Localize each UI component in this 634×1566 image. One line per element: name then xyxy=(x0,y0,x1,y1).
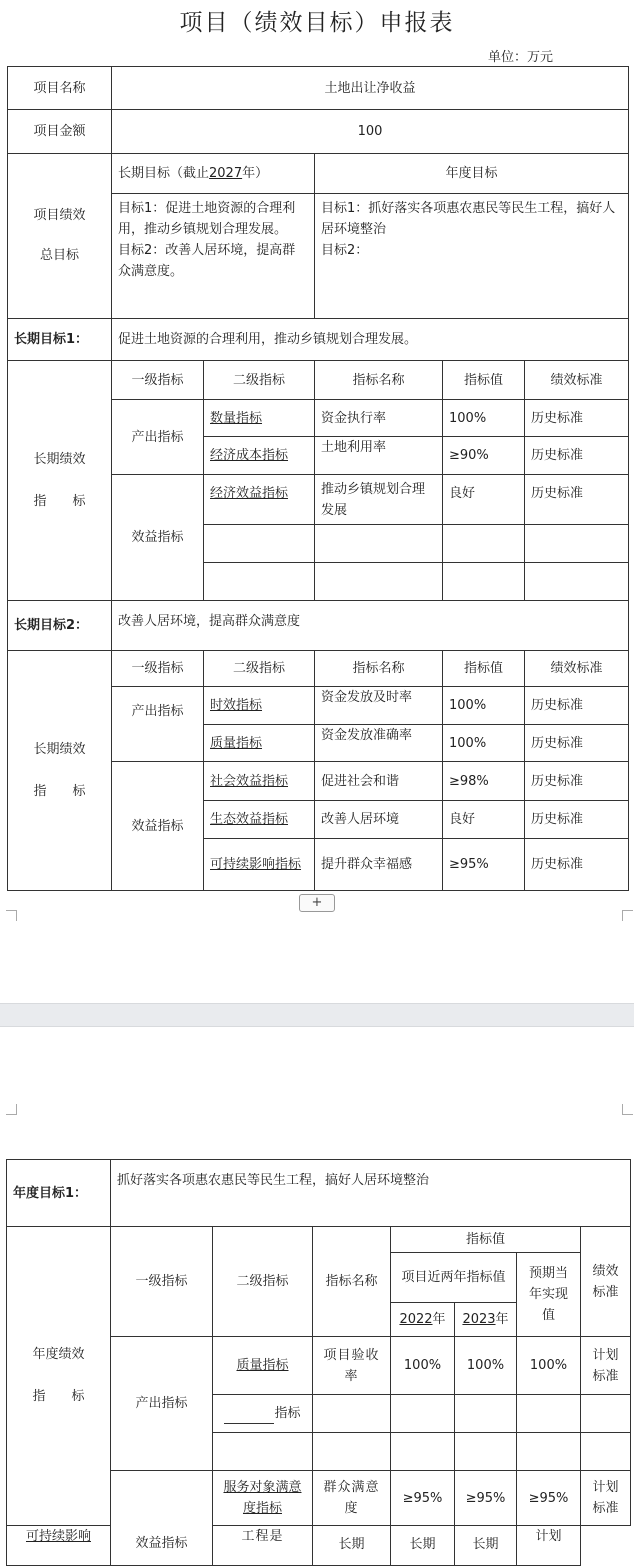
empty-cell[interactable] xyxy=(443,525,525,563)
table-cell-v3[interactable]: ≥95% xyxy=(517,1471,581,1526)
blank-underline[interactable] xyxy=(224,1409,274,1424)
table-cell-v1[interactable]: 长期 xyxy=(313,1526,391,1566)
empty-cell[interactable] xyxy=(581,1433,631,1471)
table-cell-value[interactable]: 良好 xyxy=(443,475,525,525)
l2-label: 可持续影响指标 xyxy=(210,857,302,872)
header-value: 指标值 xyxy=(443,361,525,400)
table-cell-std[interactable]: 历史标准 xyxy=(525,801,629,839)
empty-cell[interactable] xyxy=(517,1433,581,1471)
empty-cell[interactable] xyxy=(391,1433,455,1471)
annual-header: 年度目标 xyxy=(315,154,629,194)
annual-perf-side-line1: 年度绩效 xyxy=(32,1347,85,1362)
table-cell-std[interactable]: 计划标准 xyxy=(581,1471,631,1526)
table-cell-name[interactable]: 土地利用率 xyxy=(315,437,443,475)
l2-label: 社会效益指标 xyxy=(210,773,289,789)
table-cell-name[interactable]: 提升群众幸福感 xyxy=(315,839,443,891)
year-suffix: 年 xyxy=(432,1312,446,1327)
table-cell-l2 xyxy=(204,762,315,801)
long-term-head-post: 年） xyxy=(242,166,269,181)
empty-cell[interactable] xyxy=(315,525,443,563)
empty-cell[interactable] xyxy=(455,1395,517,1433)
table-cell-name[interactable]: 资金执行率 xyxy=(315,400,443,437)
annual-goal-2: 目标2： xyxy=(321,243,369,258)
table-cell-value[interactable]: 100% xyxy=(443,725,525,762)
long-goal-1: 目标1：促进土地资源的合理利用，推动乡镇规划合理发展。 xyxy=(118,201,296,237)
table-cell-name[interactable]: 资金发放及时率 xyxy=(315,687,443,725)
project-amount-value[interactable]: 100 xyxy=(112,110,629,154)
annual-table xyxy=(6,1159,631,1566)
l2-label: 经济成本指标 xyxy=(210,448,289,463)
table-cell-l2 xyxy=(7,1526,111,1566)
table-cell-std[interactable]: 历史标准 xyxy=(525,839,629,891)
empty-cell[interactable] xyxy=(391,1395,455,1433)
long-perf-side-1-line2: 指 标 xyxy=(33,493,86,509)
table-cell-l2 xyxy=(204,437,315,475)
add-row-button[interactable]: + xyxy=(299,894,335,912)
table-cell-std[interactable]: 历史标准 xyxy=(525,725,629,762)
table-cell-v3[interactable]: 长期 xyxy=(455,1526,517,1566)
empty-cell[interactable] xyxy=(525,563,629,601)
year2: 2023 xyxy=(462,1312,496,1327)
table-cell-value[interactable]: ≥95% xyxy=(443,839,525,891)
long-perf-side-1-line1: 长期绩效 xyxy=(33,451,86,467)
empty-cell[interactable] xyxy=(517,1395,581,1433)
long-perf-side-2 xyxy=(8,651,112,891)
table-cell-l2 xyxy=(204,725,315,762)
empty-cell[interactable] xyxy=(213,1433,313,1471)
page-corner-mark xyxy=(622,910,633,921)
empty-cell[interactable] xyxy=(204,563,315,601)
table-cell-l2 xyxy=(213,1395,313,1433)
header-level2: 二级指标 xyxy=(204,361,315,400)
unit-label: 单位：万元 xyxy=(488,50,554,65)
table-cell-v1[interactable]: 100% xyxy=(391,1337,455,1395)
table-cell-std[interactable]: 历史标准 xyxy=(525,437,629,475)
page-corner-mark xyxy=(6,910,17,921)
recent-years-header: 项目近两年指标值 xyxy=(391,1253,517,1303)
header-level1: 一级指标 xyxy=(111,1227,213,1337)
l2-label: 质量指标 xyxy=(236,1358,289,1373)
empty-cell[interactable] xyxy=(525,525,629,563)
annual-benefit-indicator: 效益指标 xyxy=(111,1471,213,1566)
table-cell-name[interactable]: 群众满意度 xyxy=(313,1471,391,1526)
year1-header xyxy=(391,1303,455,1337)
project-name-label: 项目名称 xyxy=(8,67,112,110)
l2-label: 时效指标 xyxy=(210,698,263,713)
page-break xyxy=(0,1003,634,1027)
header-level1: 一级指标 xyxy=(112,361,204,400)
table-cell-value[interactable]: ≥98% xyxy=(443,762,525,801)
table-cell-v2[interactable]: 100% xyxy=(455,1337,517,1395)
long-term-year: 2027 xyxy=(209,166,243,181)
header-level2: 二级指标 xyxy=(213,1227,313,1337)
table-cell-name[interactable]: 资金发放准确率 xyxy=(315,725,443,762)
l2-label: 可持续影响 xyxy=(25,1529,91,1544)
table-cell-value[interactable]: 100% xyxy=(443,400,525,437)
empty-cell[interactable] xyxy=(313,1395,391,1433)
l2-label: 数量指标 xyxy=(210,410,263,426)
project-name-value[interactable]: 土地出让净收益 xyxy=(112,67,629,110)
long-goal-1-label: 长期目标1： xyxy=(8,319,112,361)
header-standard: 绩效标准 xyxy=(525,361,629,400)
long-perf-side-1 xyxy=(8,361,112,601)
goal-label xyxy=(8,154,112,319)
page-corner-mark xyxy=(622,1104,633,1115)
table-cell-l2 xyxy=(204,400,315,437)
goal-label-line1: 项目绩效 xyxy=(33,208,86,223)
page-title: 项目（绩效目标）申报表 xyxy=(179,10,455,36)
table-cell-l2 xyxy=(213,1337,313,1395)
long-perf-side-2-line2: 指 标 xyxy=(33,783,86,799)
table-cell-name[interactable]: 工程是 xyxy=(213,1526,313,1566)
table-cell-l2 xyxy=(204,839,315,891)
empty-cell[interactable] xyxy=(581,1395,631,1433)
l2-suffix: 指标 xyxy=(274,1406,301,1421)
empty-cell[interactable] xyxy=(455,1433,517,1471)
table-cell-v1[interactable]: ≥95% xyxy=(391,1471,455,1526)
table-cell-l2 xyxy=(204,801,315,839)
year2-header xyxy=(455,1303,517,1337)
expected-value-header: 预期当年实现值 xyxy=(517,1253,581,1337)
header-name: 指标名称 xyxy=(315,651,443,687)
table-cell-v2[interactable]: 长期 xyxy=(391,1526,455,1566)
table-cell-name[interactable]: 推动乡镇规划合理发展 xyxy=(315,475,443,525)
table-cell-value[interactable]: 良好 xyxy=(443,801,525,839)
empty-cell[interactable] xyxy=(313,1433,391,1471)
annual-value-header: 指标值 xyxy=(391,1227,581,1253)
benefit-indicator-2: 效益指标 xyxy=(112,762,204,891)
annual-standard-header: 绩效标准 xyxy=(581,1227,631,1337)
long-term-header xyxy=(112,154,315,194)
project-amount-label: 项目金额 xyxy=(8,110,112,154)
l2-label: 经济效益指标 xyxy=(210,486,289,501)
annual-perf-side-line2: 指 标 xyxy=(32,1389,85,1404)
table-cell-name[interactable]: 项目验收率 xyxy=(313,1337,391,1395)
table-cell-l2 xyxy=(204,475,315,525)
long-goal-1-text[interactable]: 促进土地资源的合理利用，推动乡镇规划合理发展。 xyxy=(112,319,629,361)
l2-label: 质量指标 xyxy=(210,735,263,751)
table-cell-name[interactable]: 改善人居环境 xyxy=(315,801,443,839)
table-cell-l2 xyxy=(204,687,315,725)
table-cell-value[interactable]: 100% xyxy=(443,687,525,725)
empty-cell[interactable] xyxy=(315,563,443,601)
header-level1: 一级指标 xyxy=(112,651,204,687)
header-name: 指标名称 xyxy=(315,361,443,400)
table-cell-std[interactable]: 历史标准 xyxy=(525,475,629,525)
table-cell-std[interactable]: 计划标准 xyxy=(581,1337,631,1395)
table-cell-v2[interactable]: ≥95% xyxy=(455,1471,517,1526)
long-goal-2: 目标2：改善人居环境，提高群众满意度。 xyxy=(118,243,296,279)
annual-goals-cell[interactable] xyxy=(315,194,629,319)
long-perf-side-2-line1: 长期绩效 xyxy=(33,741,86,757)
annual-goal-text[interactable]: 抓好落实各项惠农惠民等民生工程，搞好人居环境整治 xyxy=(111,1160,631,1227)
goal-label-line2: 总目标 xyxy=(39,248,79,263)
output-indicator-1: 产出指标 xyxy=(112,400,204,475)
annual-output-indicator: 产出指标 xyxy=(111,1337,213,1471)
benefit-indicator-1: 效益指标 xyxy=(112,475,204,601)
header-level2: 二级指标 xyxy=(204,651,315,687)
page-corner-mark xyxy=(6,1104,17,1115)
year1: 2022 xyxy=(399,1312,433,1327)
table-cell-std[interactable]: 历史标准 xyxy=(525,400,629,437)
annual-goal-label: 年度目标1： xyxy=(7,1160,111,1227)
long-term-goals-cell[interactable] xyxy=(112,194,315,319)
table-cell-l2 xyxy=(213,1471,313,1526)
l2-label: 生态效益指标 xyxy=(210,812,289,827)
long-goal-2-label: 长期目标2： xyxy=(8,601,112,651)
empty-cell[interactable] xyxy=(204,525,315,563)
long-goal-2-text[interactable]: 改善人居环境，提高群众满意度 xyxy=(112,601,629,651)
empty-cell[interactable] xyxy=(443,563,525,601)
year-suffix: 年 xyxy=(495,1312,509,1327)
table-cell-std[interactable]: 历史标准 xyxy=(525,762,629,801)
table-cell-value[interactable]: ≥90% xyxy=(443,437,525,475)
table-cell-std[interactable]: 历史标准 xyxy=(525,687,629,725)
table-cell-name[interactable]: 促进社会和谐 xyxy=(315,762,443,801)
header-standard: 绩效标准 xyxy=(525,651,629,687)
annual-perf-side xyxy=(7,1227,111,1526)
table-cell-std[interactable]: 计划 xyxy=(517,1526,581,1566)
header-name: 指标名称 xyxy=(313,1227,391,1337)
long-term-head-pre: 长期目标（截止 xyxy=(118,166,210,181)
output-indicator-2: 产出指标 xyxy=(112,687,204,762)
project-table xyxy=(7,66,629,891)
annual-goal-1: 目标1：抓好落实各项惠农惠民等民生工程，搞好人居环境整治 xyxy=(321,201,616,237)
table-cell-v3[interactable]: 100% xyxy=(517,1337,581,1395)
l2-label: 服务对象满意度指标 xyxy=(223,1480,302,1516)
header-value: 指标值 xyxy=(443,651,525,687)
